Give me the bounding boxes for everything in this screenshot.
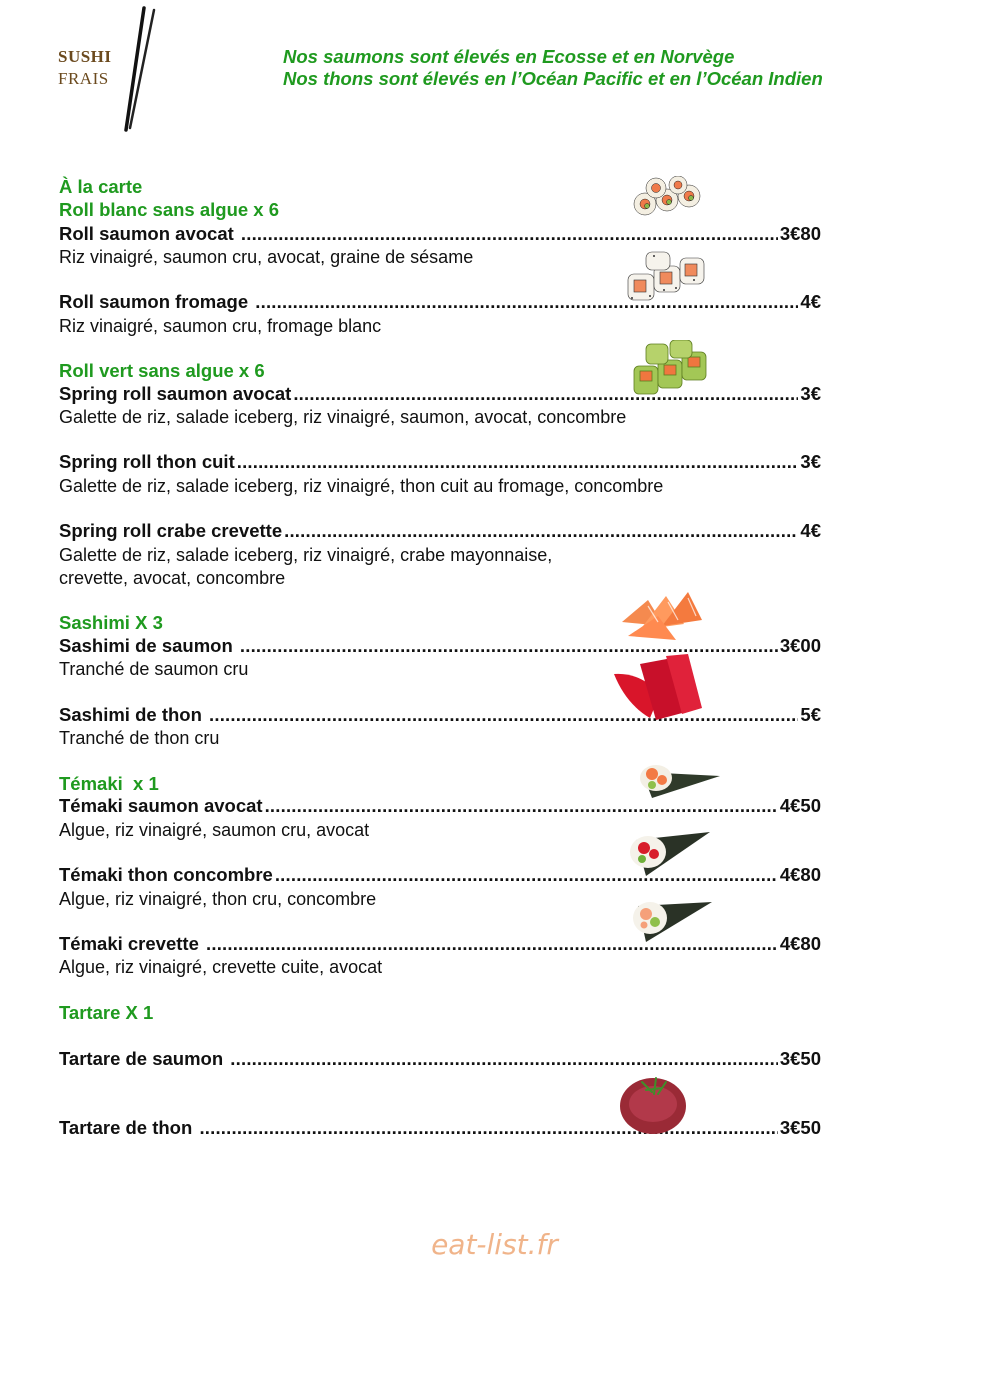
item-price: 4€80 (779, 933, 821, 954)
chopsticks-icon (118, 6, 160, 132)
section-temaki: Témaki x 1 (59, 773, 159, 794)
item-price: 3€ (800, 383, 821, 404)
item-name: Spring roll crabe crevette (59, 520, 283, 541)
item-price: 4€ (800, 520, 821, 541)
tartare-image (616, 1068, 690, 1136)
item-price: 4€80 (779, 864, 821, 885)
menu-item (59, 635, 821, 657)
roll-vert-image (632, 340, 708, 398)
item-name: Témaki thon concombre (59, 864, 273, 885)
item-name: Témaki crevette (59, 933, 205, 954)
logo-line-1: SUSHI (58, 47, 112, 66)
item-price: 5€ (800, 704, 821, 725)
section-a-la-carte: À la carte (59, 176, 143, 197)
item-price: 4€ (800, 291, 821, 312)
item-description: Galette de riz, salade iceberg, riz vinaigré, crabe mayonnaise, (59, 545, 553, 565)
watermark: eat-list.fr (431, 1228, 558, 1261)
dot-leader (293, 383, 798, 405)
item-price: 3€50 (779, 1048, 821, 1069)
menu-item (59, 520, 821, 542)
menu-item (59, 451, 821, 473)
temaki-thon-concombre-image (626, 826, 712, 878)
tagline-line-1: Nos saumons sont élevés en Ecosse et en Norvège (283, 46, 735, 67)
logo (58, 46, 112, 90)
sashimi-saumon-image (618, 586, 704, 642)
item-price: 3€00 (779, 635, 821, 656)
sashimi-thon-image (610, 654, 706, 724)
item-name: Spring roll saumon avocat (59, 383, 292, 404)
dot-leader (199, 1117, 777, 1139)
item-name: Sashimi de saumon (59, 635, 238, 656)
item-name: Roll saumon fromage (59, 291, 254, 312)
item-description: Algue, riz vinaigré, crevette cuite, avocat (59, 957, 383, 977)
section-roll-vert: Roll vert sans algue x 6 (59, 360, 265, 381)
item-name: Spring roll thon cuit (59, 451, 235, 472)
logo-line-2: FRAIS (58, 69, 109, 88)
item-description: Riz vinaigré, saumon cru, avocat, graine de sésame (59, 247, 474, 267)
tagline (283, 46, 823, 90)
item-price: 3€80 (779, 223, 821, 244)
dot-leader (284, 520, 798, 542)
item-name: Témaki saumon avocat (59, 795, 263, 816)
item-description-line-2: crevette, avocat, concombre (59, 568, 286, 588)
roll-saumon-fromage-image (624, 250, 708, 308)
menu-item (59, 1048, 821, 1070)
item-price: 4€50 (779, 795, 821, 816)
temaki-crevette-image (628, 894, 714, 944)
dot-leader (237, 451, 799, 473)
dot-leader (230, 1048, 778, 1070)
temaki-saumon-avocat-image (636, 758, 722, 800)
roll-saumon-avocat-image (632, 176, 708, 220)
item-description: Galette de riz, salade iceberg, riz vinaigré, saumon, avocat, concombre (59, 407, 627, 427)
section-roll-blanc: Roll blanc sans algue x 6 (59, 199, 280, 220)
item-name: Roll saumon avocat (59, 223, 239, 244)
menu-item (59, 1117, 821, 1139)
item-description: Algue, riz vinaigré, saumon cru, avocat (59, 820, 370, 840)
menu-item (59, 223, 821, 245)
section-sashimi: Sashimi X 3 (59, 612, 163, 633)
item-name: Tartare de saumon (59, 1048, 229, 1069)
dot-leader (255, 291, 798, 313)
item-description: Tranché de thon cru (59, 728, 220, 748)
item-name: Sashimi de thon (59, 704, 208, 725)
dot-leader (209, 704, 798, 726)
item-description: Algue, riz vinaigré, thon cru, concombre (59, 889, 377, 909)
item-price: 3€50 (779, 1117, 821, 1138)
item-price: 3€ (800, 451, 821, 472)
item-name: Tartare de thon (59, 1117, 198, 1138)
item-description: Galette de riz, salade iceberg, riz vinaigré, thon cuit au fromage, concombre (59, 476, 664, 496)
section-tartare: Tartare X 1 (59, 1002, 154, 1023)
menu-item (59, 704, 821, 726)
dot-leader (241, 223, 778, 245)
item-description: Riz vinaigré, saumon cru, fromage blanc (59, 316, 382, 336)
tagline-line-2: Nos thons sont élevés en l’Océan Pacific et en l’Océan Indien (283, 68, 823, 89)
item-description: Tranché de saumon cru (59, 659, 249, 679)
